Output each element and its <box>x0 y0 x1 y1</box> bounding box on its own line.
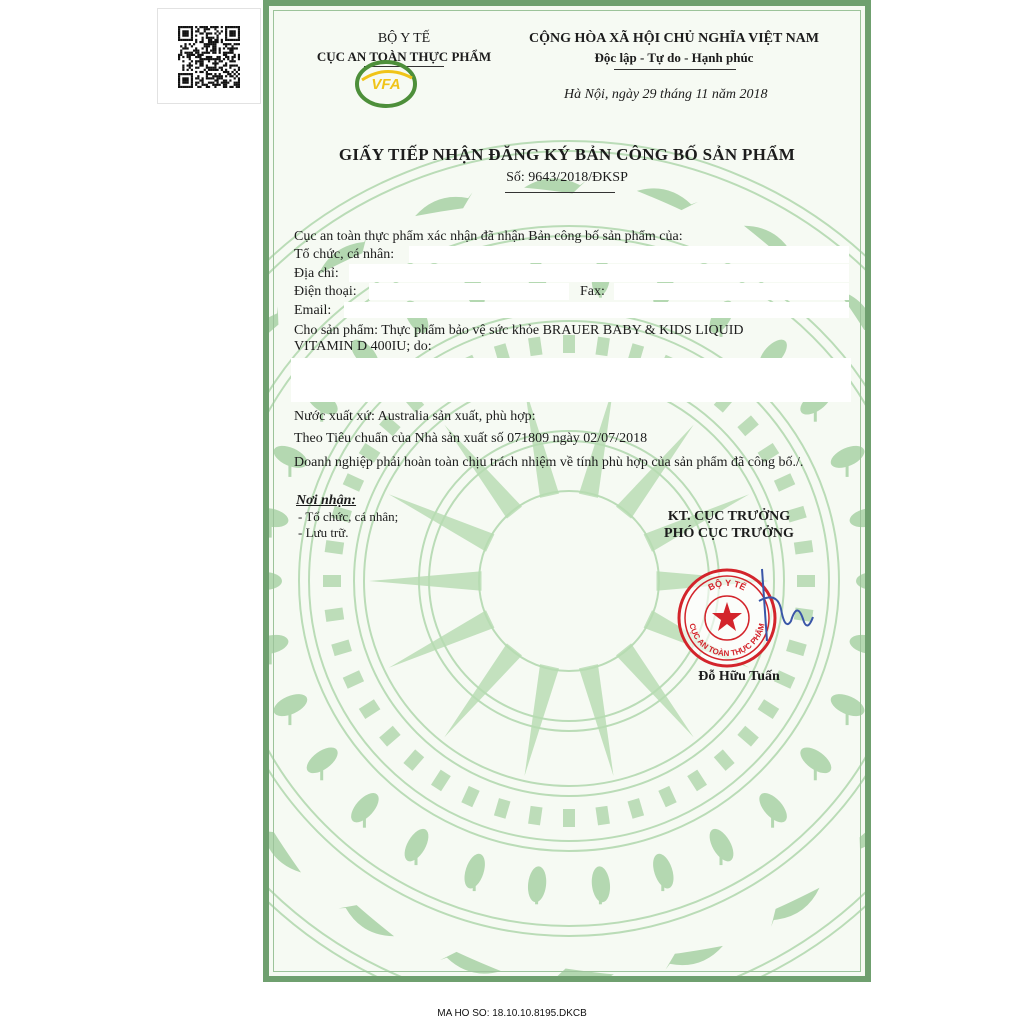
redacted-manufacturer <box>291 358 851 402</box>
seal-bottom-text: CỤC AN TOÀN THỰC PHẨM <box>687 622 767 659</box>
email-label: Email: <box>294 303 332 318</box>
nation-name: CỘNG HÒA XÃ HỘI CHỦ NGHĨA VIỆT NAM <box>528 31 819 46</box>
seal-top-text: BỘ Y TẾ <box>706 577 748 593</box>
place-date: Hà Nội, ngày 29 tháng 11 năm 2018 <box>564 87 768 102</box>
product-line-1: Cho sản phẩm: Thực phẩm bảo vệ sức khỏe BRAUER BABY & KIDS LIQUID <box>294 323 744 338</box>
signature-title-2: PHÓ CỤC TRƯỞNG <box>664 526 794 541</box>
document-number: Số: 9643/2018/ĐKSP <box>506 170 628 185</box>
national-motto: Độc lập - Tự do - Hạnh phúc <box>594 50 754 65</box>
standard-text: Theo Tiêu chuẩn của Nhà sản xuất số 071809 ngày 02/07/2018 <box>294 431 648 446</box>
redacted-org <box>409 246 849 263</box>
recipients-heading: Nơi nhận: <box>296 493 357 508</box>
origin-text: Nước xuất xứ: Australia sản xuất, phù hợp: <box>294 409 536 424</box>
redacted-fax <box>614 283 849 300</box>
signer-name: Đỗ Hữu Tuấn <box>698 669 780 684</box>
recipient-item: - Tổ chức, cá nhân; <box>298 509 399 524</box>
title-rule <box>505 192 615 193</box>
department-name: CỤC AN TOÀN THỰC PHẨM <box>316 49 492 64</box>
phone-label: Điện thoại: <box>294 284 357 299</box>
fax-label: Fax: <box>580 284 605 299</box>
redacted-phone <box>369 283 569 300</box>
intro-text: Cục an toàn thực phẩm xác nhận đã nhận Bản công bố sản phẩm của: <box>294 229 683 244</box>
redacted-email <box>344 302 849 318</box>
ministry-name: BỘ Y TẾ <box>377 31 431 46</box>
org-label: Tổ chức, cá nhân: <box>294 247 395 262</box>
header-right-rule <box>614 69 736 70</box>
product-line-2: VITAMIN D 400IU; do: <box>294 339 432 354</box>
vfa-logo-text: VFA <box>371 76 401 93</box>
dossier-code: MA HO SO: 18.10.10.8195.DKCB <box>437 1008 587 1019</box>
vfa-logo <box>354 58 418 110</box>
signature-title-1: KT. CỤC TRƯỞNG <box>667 509 791 524</box>
certificate-document <box>263 0 871 982</box>
recipient-item: - Lưu trữ. <box>298 525 349 540</box>
responsibility-text: Doanh nghiệp phải hoàn toàn chịu trách nhiệm về tính phù hợp của sản phẩm đã công bố./. <box>294 455 804 470</box>
redacted-address <box>349 264 849 282</box>
handwritten-signature <box>747 561 827 651</box>
address-label: Địa chỉ: <box>294 266 339 281</box>
qr-code <box>157 8 261 104</box>
document-title: GIẤY TIẾP NHẬN ĐĂNG KÝ BẢN CÔNG BỐ SẢN PHẨM <box>338 145 796 164</box>
